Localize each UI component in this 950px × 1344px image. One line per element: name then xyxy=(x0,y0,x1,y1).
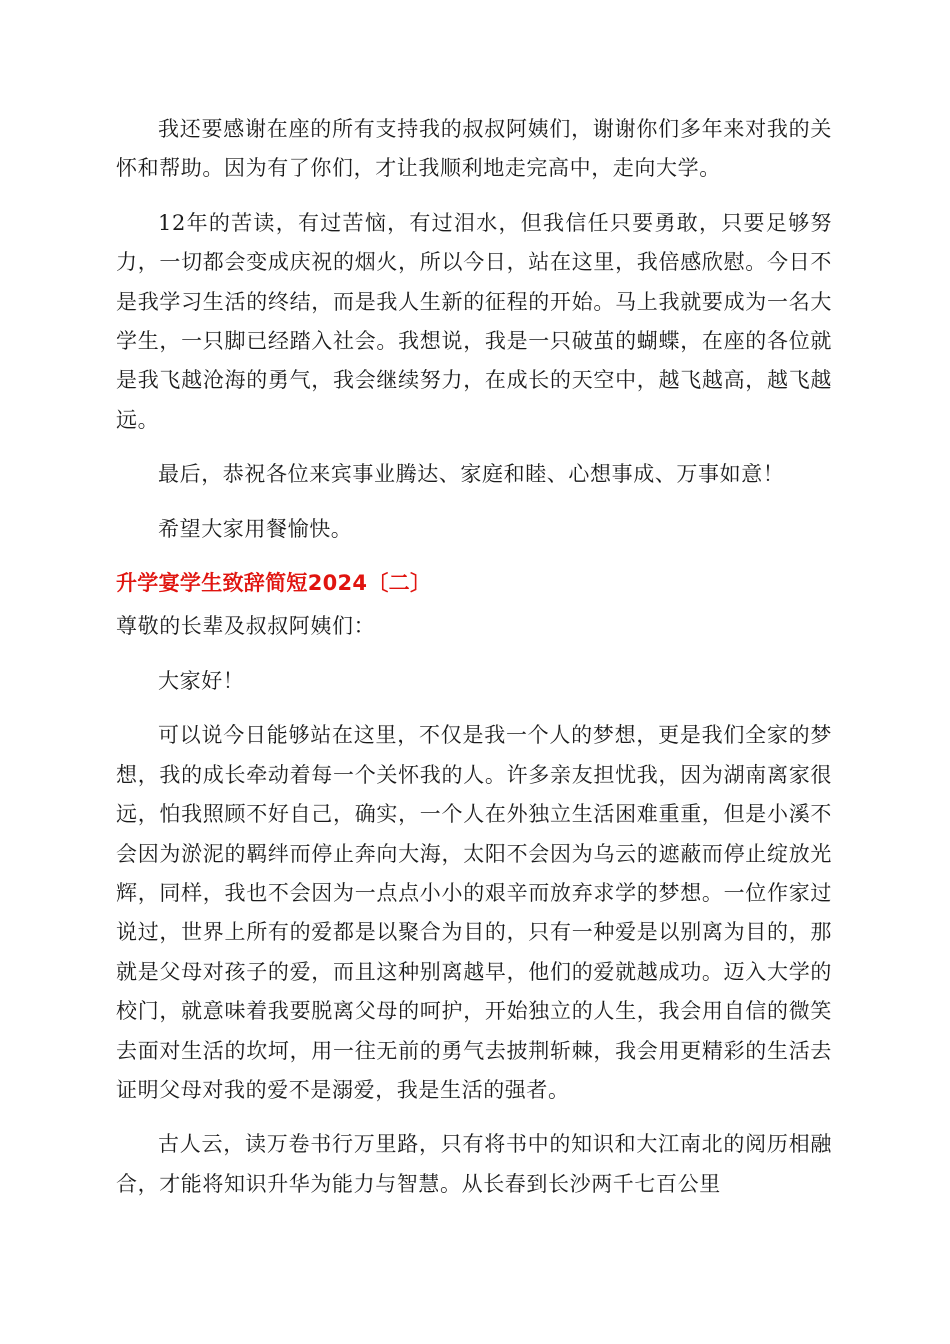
paragraph-dream: 可以说今日能够站在这里，不仅是我一个人的梦想，更是我们全家的梦想，我的成长牵动着每一个关怀我的人。许多亲友担忧我，因为湖南离家很远，怕我照顾不好自己，确实，一个人在外独立生活困难重重，但是小溪不会因为淤泥的羁绊而停止奔向大海，太阳不会因为乌云的遮蔽而停止绽放光辉，同样，我也不会因为一点点小小的艰辛而放弃求学的梦想。一位作家过说过，世界上所有的爱都是以聚合为目的，只有一种爱是以别离为目的，那就是父母对孩子的爱，而且这种别离越早，他们的爱就越成功。迈入大学的校门，就意味着我要脱离父母的呵护，开始独立的人生，我会用自信的微笑去面对生活的坎坷，用一往无前的勇气去披荆斩棘，我会用更精彩的生活去证明父母对我的爱不是溺爱，我是生活的强者。 xyxy=(116,723,832,1102)
paragraph-thanks-relatives: 我还要感谢在座的所有支持我的叔叔阿姨们，谢谢你们多年来对我的关怀和帮助。因为有了你们，才让我顺利地走完高中，走向大学。 xyxy=(116,117,832,181)
document-body xyxy=(116,110,832,1219)
paragraph-twelve-years: 12年的苦读，有过苦恼，有过泪水，但我信任只要勇敢，只要足够努力，一切都会变成庆祝的烟火，所以今日，站在这里，我倍感欣慰。今日不是我学习生活的终结，而是我人生新的征程的开始。马上我就要成为一名大学生，一只脚已经踏入社会。我想说，我是一只破茧的蝴蝶，在座的各位就是我飞越沧海的勇气，我会继续努力，在成长的天空中，越飞越高，越飞越远。 xyxy=(116,210,832,432)
paragraph-ancients-said: 古人云，读万卷书行万里路，只有将书中的知识和大江南北的阅历相融合，才能将知识升华为能力与智慧。从长春到长沙两千七百公里 xyxy=(116,1132,832,1196)
paragraph-enjoy-meal: 希望大家用餐愉快。 xyxy=(158,516,353,541)
paragraph-best-wishes: 最后，恭祝各位来宾事业腾达、家庭和睦、心想事成、万事如意！ xyxy=(158,462,785,487)
salutation: 尊敬的长辈及叔叔阿姨们： xyxy=(116,614,376,639)
section-heading: 升学宴学生致辞简短2024〔二〕 xyxy=(116,571,432,596)
greeting: 大家好！ xyxy=(158,668,245,693)
